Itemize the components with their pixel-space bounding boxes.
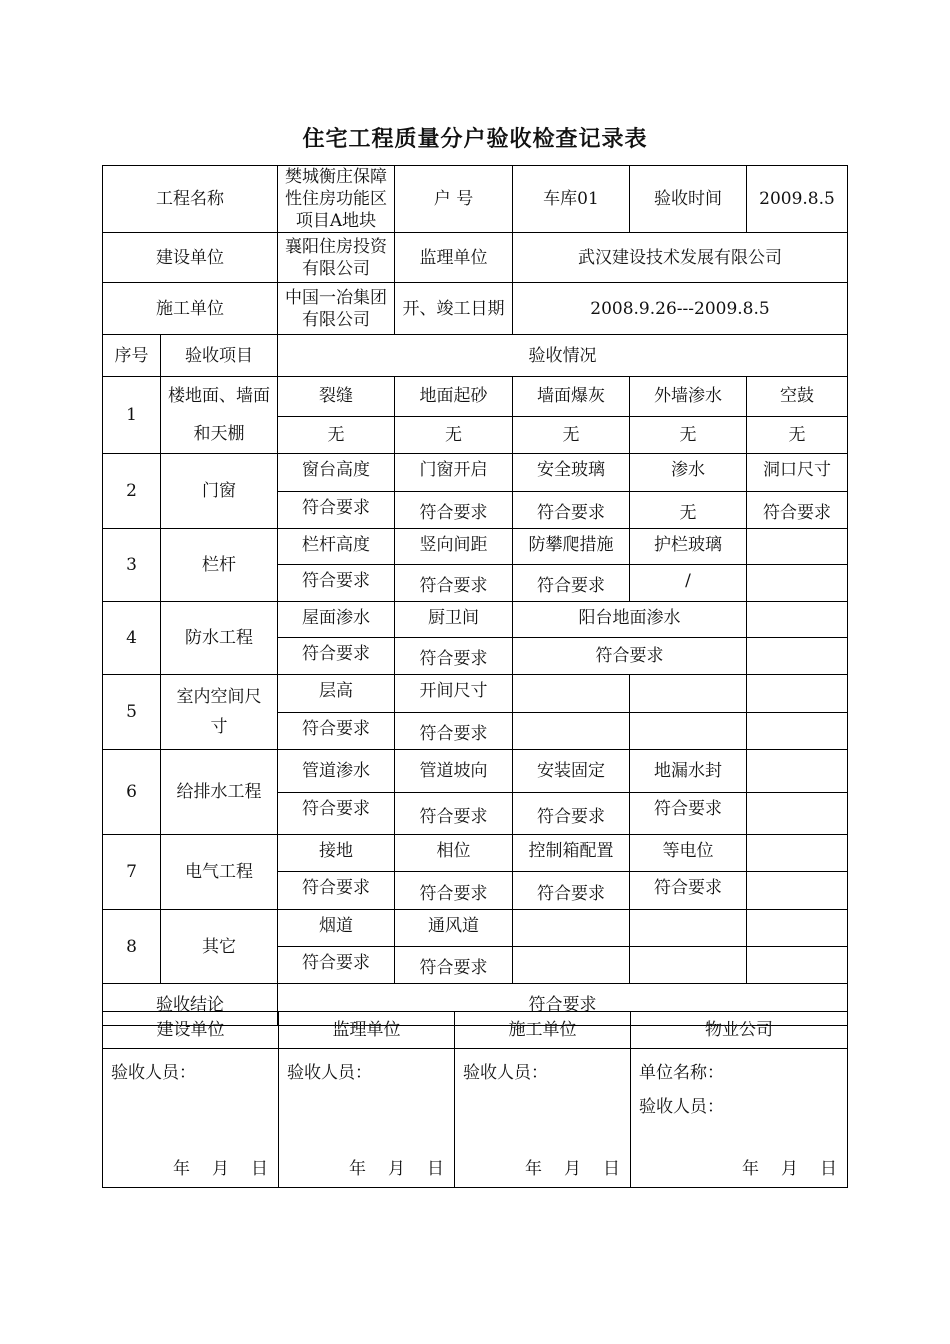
check-label: 地面起砂 (395, 377, 513, 417)
check-result (747, 565, 848, 602)
accept-time-label: 验收时间 (630, 166, 747, 233)
check-label: 阳台地面渗水 (513, 602, 747, 638)
acceptor-label: 验收人员： (639, 1097, 724, 1117)
check-result (747, 872, 848, 910)
check-result: 符合要求 (630, 793, 747, 835)
check-label: 安全玻璃 (513, 454, 630, 492)
conclusion-value: 符合要求 (278, 984, 848, 1026)
check-result (513, 713, 630, 750)
check-label (513, 910, 630, 947)
dates-label: 开、竣工日期 (395, 283, 513, 335)
builder-label: 建设单位 (103, 233, 278, 283)
party-builder: 建设单位 (103, 1012, 279, 1049)
empty-cell (747, 602, 848, 638)
check-result: 符合要求 (278, 638, 395, 675)
check-result: / (630, 565, 747, 602)
check-label: 通风道 (395, 910, 513, 947)
item-name: 楼地面、墙面和天棚 (161, 377, 278, 454)
acceptor-label: 验收人员： (111, 1063, 196, 1083)
check-label (513, 675, 630, 713)
item-no: 5 (103, 675, 161, 750)
check-result: 符合要求 (630, 872, 747, 910)
check-result (513, 947, 630, 984)
check-result: 符合要求 (395, 713, 513, 750)
check-result (747, 713, 848, 750)
check-label: 层高 (278, 675, 395, 713)
check-label: 管道渗水 (278, 750, 395, 793)
check-result: 符合要求 (513, 565, 630, 602)
item-name: 电气工程 (161, 835, 278, 910)
check-label: 安装固定 (513, 750, 630, 793)
check-result (747, 947, 848, 984)
check-label (747, 750, 848, 793)
check-label: 控制箱配置 (513, 835, 630, 872)
check-label: 等电位 (630, 835, 747, 872)
item-name: 防水工程 (161, 602, 278, 675)
check-result: 符合要求 (278, 713, 395, 750)
dates-value: 2008.9.26---2009.8.5 (513, 283, 848, 335)
signature-block-constructor (455, 1049, 631, 1188)
check-label: 外墙渗水 (630, 377, 747, 417)
check-result (630, 713, 747, 750)
check-result: 符合要求 (395, 638, 513, 675)
item-name: 给排水工程 (161, 750, 278, 835)
check-label: 开间尺寸 (395, 675, 513, 713)
item-header: 验收项目 (161, 335, 278, 377)
check-label: 空鼓 (747, 377, 848, 417)
check-result: 符合要求 (395, 793, 513, 835)
check-label: 地漏水封 (630, 750, 747, 793)
builder-value: 襄阳住房投资有限公司 (278, 233, 395, 283)
check-result: 无 (630, 416, 747, 453)
check-label: 烟道 (278, 910, 395, 947)
check-label: 栏杆高度 (278, 529, 395, 565)
accept-time-value: 2009.8.5 (747, 166, 848, 233)
check-result: 无 (395, 416, 513, 453)
check-result: 无 (630, 492, 747, 529)
constructor-label: 施工单位 (103, 283, 278, 335)
check-result: 符合要求 (513, 638, 747, 675)
item-no: 1 (103, 377, 161, 454)
item-no: 4 (103, 602, 161, 675)
check-label: 墙面爆灰 (513, 377, 630, 417)
check-label (747, 675, 848, 713)
check-label (630, 675, 747, 713)
check-result: 符合要求 (513, 793, 630, 835)
signature-block-property (631, 1049, 848, 1188)
party-property: 物业公司 (631, 1012, 848, 1049)
conclusion-label: 验收结论 (103, 984, 278, 1026)
check-label: 屋面渗水 (278, 602, 395, 638)
project-name-value: 樊城衡庄保障性住房功能区项目A地块 (278, 166, 395, 233)
signature-block-supervisor (279, 1049, 455, 1188)
check-result: 符合要求 (395, 565, 513, 602)
check-result: 符合要求 (395, 872, 513, 910)
acceptor-label: 验收人员： (463, 1063, 548, 1083)
inspection-record-table (102, 165, 848, 1026)
check-result: 无 (513, 416, 630, 453)
check-result: 符合要求 (513, 492, 630, 529)
check-result (630, 947, 747, 984)
signature-table (102, 1011, 848, 1188)
item-name: 其它 (161, 910, 278, 984)
supervisor-value: 武汉建设技术发展有限公司 (513, 233, 848, 283)
check-result: 符合要求 (747, 492, 848, 529)
party-supervisor: 监理单位 (279, 1012, 455, 1049)
check-result: 符合要求 (278, 492, 395, 529)
check-label (747, 529, 848, 565)
check-label: 门窗开启 (395, 454, 513, 492)
check-result (747, 793, 848, 835)
check-result: 符合要求 (395, 947, 513, 984)
check-result: 符合要求 (278, 947, 395, 984)
check-result: 无 (278, 416, 395, 453)
seq-header: 序号 (103, 335, 161, 377)
check-result: 符合要求 (395, 492, 513, 529)
check-label: 相位 (395, 835, 513, 872)
item-no: 2 (103, 454, 161, 529)
check-label (630, 910, 747, 947)
check-label: 护栏玻璃 (630, 529, 747, 565)
sign-date: 年 月 日 (525, 1159, 620, 1179)
check-label: 管道坡向 (395, 750, 513, 793)
sign-date: 年 月 日 (173, 1159, 268, 1179)
status-header: 验收情况 (278, 335, 848, 377)
check-label: 洞口尺寸 (747, 454, 848, 492)
check-label: 裂缝 (278, 377, 395, 417)
signature-block-builder (103, 1049, 279, 1188)
check-label (747, 910, 848, 947)
check-result: 无 (747, 416, 848, 453)
item-no: 6 (103, 750, 161, 835)
item-name: 门窗 (161, 454, 278, 529)
check-label (747, 835, 848, 872)
constructor-value: 中国一冶集团有限公司 (278, 283, 395, 335)
check-result: 符合要求 (278, 565, 395, 602)
item-no: 7 (103, 835, 161, 910)
check-label: 窗台高度 (278, 454, 395, 492)
supervisor-label: 监理单位 (395, 233, 513, 283)
item-no: 8 (103, 910, 161, 984)
project-name-label: 工程名称 (103, 166, 278, 233)
party-constructor: 施工单位 (455, 1012, 631, 1049)
item-name: 栏杆 (161, 529, 278, 602)
check-result: 符合要求 (278, 872, 395, 910)
sign-date: 年 月 日 (742, 1159, 837, 1179)
item-name: 室内空间尺寸 (161, 675, 278, 750)
check-label: 竖向间距 (395, 529, 513, 565)
unit-name-label: 单位名称： (639, 1063, 724, 1083)
unit-no-label: 户 号 (395, 166, 513, 233)
sign-date: 年 月 日 (349, 1159, 444, 1179)
acceptor-label: 验收人员： (287, 1063, 372, 1083)
check-result: 符合要求 (278, 793, 395, 835)
item-no: 3 (103, 529, 161, 602)
empty-cell (747, 638, 848, 675)
check-label: 渗水 (630, 454, 747, 492)
page-title: 住宅工程质量分户验收检查记录表 (302, 127, 648, 152)
check-label: 防攀爬措施 (513, 529, 630, 565)
unit-no-value: 车库01 (513, 166, 630, 233)
check-label: 接地 (278, 835, 395, 872)
check-result: 符合要求 (513, 872, 630, 910)
check-label: 厨卫间 (395, 602, 513, 638)
